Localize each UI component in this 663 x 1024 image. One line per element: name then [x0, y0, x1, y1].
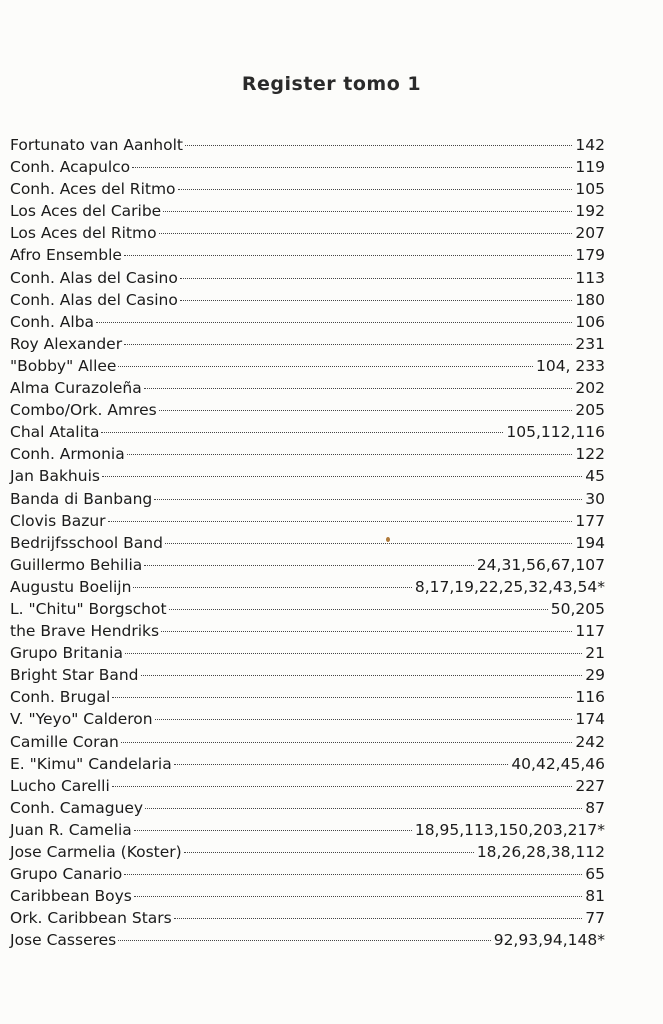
- register-entry: [10, 863, 605, 885]
- register-entry: [10, 289, 605, 311]
- entry-name: Grupo Canario: [10, 865, 123, 884]
- entry-pages: 117: [575, 622, 605, 641]
- dot-leader: [169, 609, 548, 610]
- register-entry: [10, 156, 605, 178]
- register-entry: [10, 399, 605, 421]
- register-entry: [10, 797, 605, 819]
- entry-pages: 65: [585, 865, 605, 884]
- dot-leader: [118, 940, 490, 941]
- entry-name: Clovis Bazur: [10, 511, 106, 530]
- entry-pages: 29: [585, 666, 605, 685]
- dot-leader: [174, 918, 583, 919]
- register-entry: [10, 753, 605, 775]
- register-entry: [10, 620, 605, 642]
- entry-name: Conh. Camaguey: [10, 798, 144, 817]
- entry-pages: 142: [575, 136, 605, 154]
- dot-leader: [180, 278, 573, 279]
- register-entry: [10, 885, 605, 907]
- entry-name: Roy Alexander: [10, 334, 123, 353]
- page-title: Register tomo 1: [241, 72, 422, 95]
- dot-leader: [163, 211, 572, 212]
- entry-name: Augustu Boelijn: [10, 577, 132, 596]
- entry-name: Jan Bakhuis: [10, 467, 100, 486]
- register-entry: [10, 708, 605, 730]
- paper-speck: [386, 537, 390, 542]
- entry-name: Conh. Brugal: [10, 688, 111, 707]
- entry-pages: 231: [575, 334, 605, 353]
- entry-name: Caribbean Boys: [10, 887, 132, 906]
- entry-name: E. "Kimu" Candelaria: [10, 754, 172, 773]
- entry-name: Alma Curazoleña: [10, 379, 142, 398]
- entry-pages: 205: [575, 401, 605, 420]
- dot-leader: [125, 653, 582, 654]
- register-entry: [10, 443, 605, 465]
- entry-pages: 8,17,19,22,25,32,43,54*: [414, 577, 605, 596]
- dot-leader: [180, 300, 573, 301]
- entry-pages: 50,205: [550, 599, 605, 618]
- entry-name: Juan R. Camelia: [10, 820, 132, 839]
- register-entry: [10, 510, 605, 532]
- entry-pages: 194: [575, 533, 605, 552]
- register-entry: [10, 775, 605, 797]
- entry-pages: 87: [585, 798, 605, 817]
- register-entry: [10, 244, 605, 266]
- dot-leader: [159, 233, 573, 234]
- entry-name: Los Aces del Ritmo: [10, 224, 157, 243]
- entry-pages: 122: [575, 445, 605, 464]
- entry-name: Guillermo Behilia: [10, 555, 143, 574]
- register-entry: [10, 421, 605, 443]
- register-entry: [10, 576, 605, 598]
- register-entry: [10, 554, 605, 576]
- entry-pages: 227: [575, 776, 605, 795]
- register-entry: [10, 686, 605, 708]
- dot-leader: [145, 808, 582, 809]
- register-entry: [10, 642, 605, 664]
- entry-name: Combo/Ork. Amres: [10, 401, 157, 420]
- register-entry: [10, 488, 605, 510]
- dot-leader: [161, 631, 572, 632]
- register-entry: [10, 532, 605, 554]
- dot-leader: [127, 454, 573, 455]
- entry-name: Lucho Carelli: [10, 776, 110, 795]
- dot-leader: [112, 697, 572, 698]
- entry-pages: 45: [585, 467, 605, 486]
- entry-pages: 242: [575, 732, 605, 751]
- dot-leader: [118, 366, 533, 367]
- dot-leader: [154, 499, 582, 500]
- entry-name: Conh. Alas del Casino: [10, 290, 178, 309]
- entry-name: Chal Atalita: [10, 423, 100, 442]
- dot-leader: [165, 543, 572, 544]
- entry-name: Ork. Caribbean Stars: [10, 909, 172, 928]
- register-entry: [10, 598, 605, 620]
- entry-pages: 105,112,116: [506, 423, 605, 442]
- entry-name: Conh. Alas del Casino: [10, 268, 178, 287]
- dot-leader: [101, 432, 503, 433]
- entry-pages: 106: [575, 312, 605, 331]
- entry-pages: 18,95,113,150,203,217*: [414, 820, 605, 839]
- entry-name: Conh. Aces del Ritmo: [10, 180, 176, 199]
- dot-leader: [155, 719, 573, 720]
- dot-leader: [108, 521, 573, 522]
- register-entry: [10, 841, 605, 863]
- dot-leader: [121, 742, 573, 743]
- register-entry: [10, 200, 605, 222]
- entry-pages: 202: [575, 379, 605, 398]
- register-entry: [10, 377, 605, 399]
- dot-leader: [174, 764, 509, 765]
- entry-pages: 180: [575, 290, 605, 309]
- register-list: [10, 134, 605, 951]
- dot-leader: [134, 896, 582, 897]
- dot-leader: [134, 830, 412, 831]
- entry-pages: 119: [575, 158, 605, 177]
- entry-pages: 177: [575, 511, 605, 530]
- dot-leader: [132, 167, 572, 168]
- entry-name: L. "Chitu" Borgschot: [10, 599, 167, 618]
- dot-leader: [141, 675, 583, 676]
- register-entry: [10, 311, 605, 333]
- dot-leader: [102, 476, 582, 477]
- register-entry: [10, 267, 605, 289]
- entry-name: the Brave Hendriks: [10, 622, 160, 641]
- register-entry: [10, 134, 605, 156]
- dot-leader: [184, 852, 474, 853]
- dot-leader: [144, 388, 573, 389]
- entry-name: Grupo Britania: [10, 644, 123, 663]
- entry-name: Jose Casseres: [10, 931, 117, 950]
- entry-pages: 116: [575, 688, 605, 707]
- dot-leader: [159, 410, 573, 411]
- entry-pages: 40,42,45,46: [511, 754, 605, 773]
- dot-leader: [178, 189, 573, 190]
- register-entry: [10, 929, 605, 951]
- entry-pages: 30: [585, 489, 605, 508]
- dot-leader: [124, 344, 572, 345]
- entry-name: Jose Carmelia (Koster): [10, 843, 182, 861]
- dot-leader: [96, 322, 572, 323]
- entry-pages: 24,31,56,67,107: [476, 555, 605, 574]
- register-entry: [10, 355, 605, 377]
- dot-leader: [133, 587, 411, 588]
- entry-name: Banda di Banbang: [10, 489, 153, 508]
- entry-pages: 207: [575, 224, 605, 243]
- entry-pages: 21: [585, 644, 605, 663]
- register-entry: [10, 222, 605, 244]
- entry-name: Los Aces del Caribe: [10, 202, 162, 221]
- entry-name: Conh. Alba: [10, 312, 95, 331]
- dot-leader: [144, 565, 474, 566]
- entry-pages: 77: [585, 909, 605, 928]
- entry-pages: 113: [575, 268, 605, 287]
- entry-name: Conh. Acapulco: [10, 158, 131, 177]
- entry-name: Afro Ensemble: [10, 246, 122, 265]
- entry-name: V. "Yeyo" Calderon: [10, 710, 153, 729]
- dot-leader: [124, 255, 572, 256]
- register-entry: [10, 907, 605, 929]
- entry-name: Bright Star Band: [10, 666, 139, 685]
- register-entry: [10, 178, 605, 200]
- entry-pages: 179: [575, 246, 605, 265]
- dot-leader: [112, 786, 573, 787]
- entry-pages: 81: [585, 887, 605, 906]
- register-entry: [10, 664, 605, 686]
- entry-pages: 18,26,28,38,112: [476, 843, 605, 861]
- entry-name: Conh. Armonia: [10, 445, 125, 464]
- entry-name: Fortunato van Aanholt: [10, 136, 183, 154]
- entry-name: Bedrijfsschool Band: [10, 533, 163, 552]
- register-entry: [10, 333, 605, 355]
- entry-pages: 192: [575, 202, 605, 221]
- register-entry: [10, 731, 605, 753]
- register-entry: [10, 819, 605, 841]
- entry-pages: 174: [575, 710, 605, 729]
- dot-leader: [185, 145, 572, 146]
- entry-name: "Bobby" Allee: [10, 356, 117, 375]
- dot-leader: [124, 874, 582, 875]
- register-entry: [10, 465, 605, 487]
- entry-pages: 104, 233: [535, 356, 605, 375]
- entry-name: Camille Coran: [10, 732, 119, 751]
- entry-pages: 105: [575, 180, 605, 199]
- entry-pages: 92,93,94,148*: [493, 931, 605, 950]
